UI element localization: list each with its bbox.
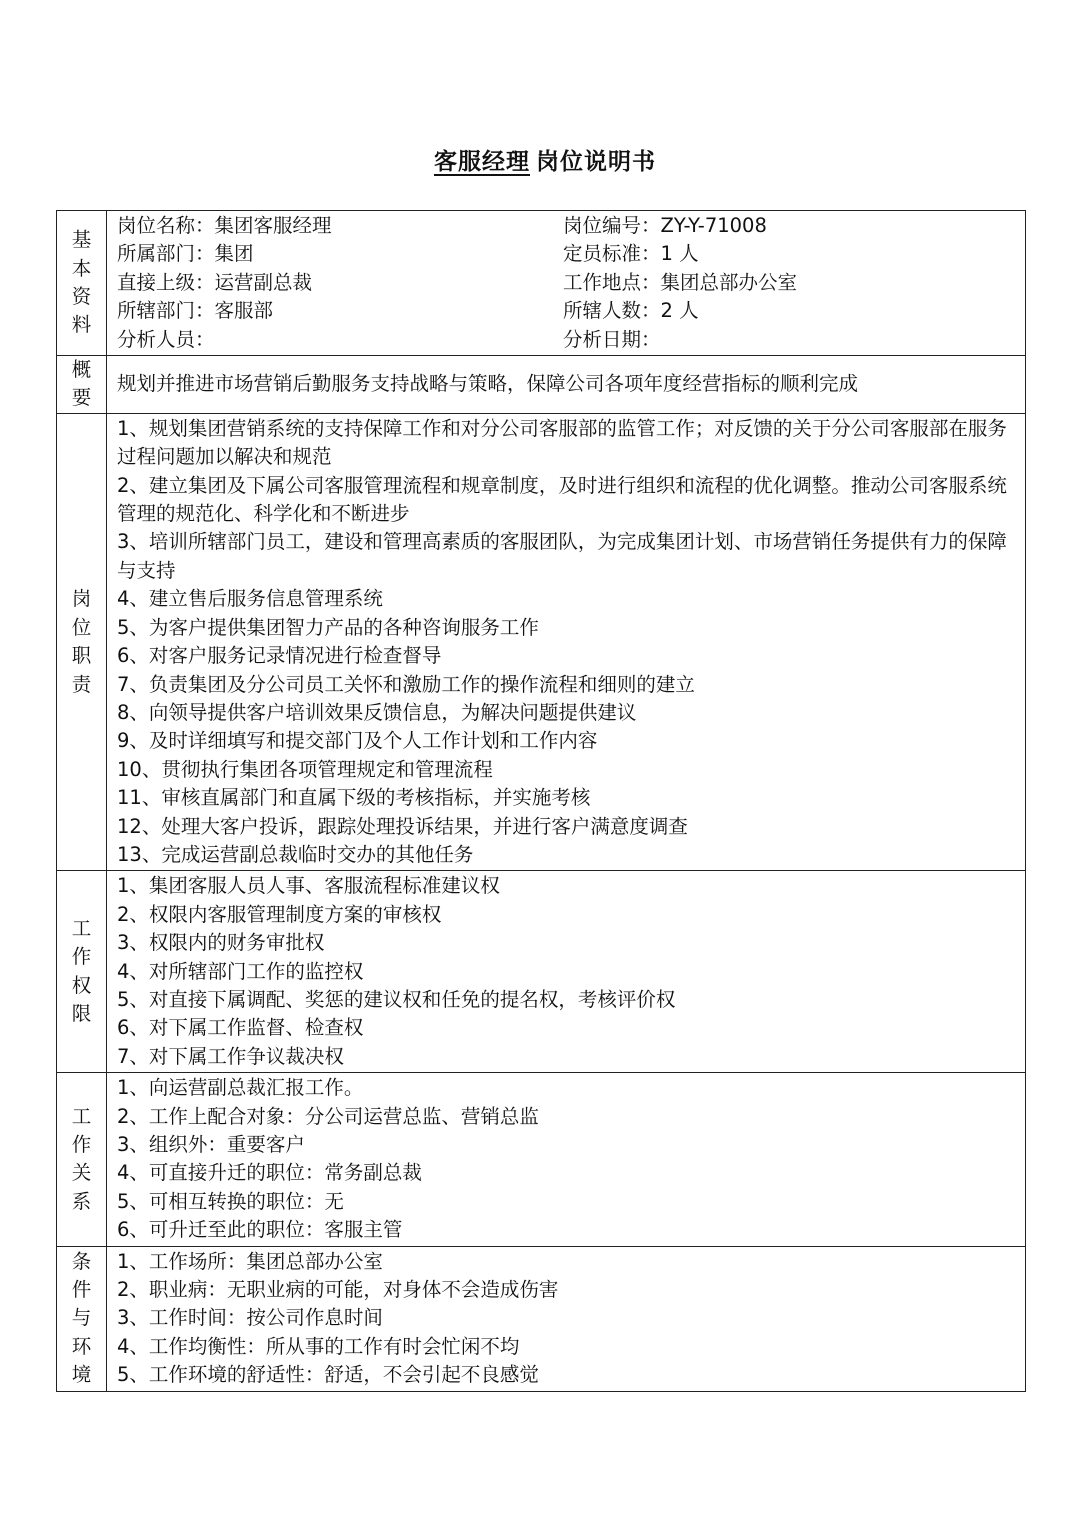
field-managed-department: 所辖部门：客服部 <box>117 299 274 323</box>
document-title <box>0 143 1080 176</box>
relation-item: 1、向运营副总裁汇报工作。 <box>117 1076 364 1100</box>
relation-item: 2、工作上配合对象：分公司运营总监、营销总监 <box>117 1104 539 1128</box>
conditions-label: 条件与环境 <box>57 1246 107 1391</box>
job-description-table <box>56 210 1026 1392</box>
authority-row <box>57 871 1026 1073</box>
relation-item: 4、可直接升迁的职位：常务副总裁 <box>117 1161 422 1185</box>
authority-item: 7、对下属工作争议裁决权 <box>117 1044 344 1068</box>
basic-info-label: 基本资料 <box>57 211 107 356</box>
authority-body <box>107 871 1026 1073</box>
condition-item: 2、职业病：无职业病的可能，对身体不会造成伤害 <box>117 1278 559 1302</box>
field-headcount-standard: 定员标准：1 人 <box>563 242 699 266</box>
condition-item: 4、工作均衡性：所从事的工作有时会忙闲不均 <box>117 1334 520 1358</box>
field-direct-supervisor: 直接上级：运营副总裁 <box>117 270 313 294</box>
relation-item: 6、可升迁至此的职位：客服主管 <box>117 1218 403 1242</box>
title-position-name: 客服经理 <box>434 149 530 175</box>
conditions-row <box>57 1246 1026 1391</box>
authority-label: 工作权限 <box>57 871 107 1073</box>
duty-item: 11、审核直属部门和直属下级的考核指标，并实施考核 <box>117 786 591 810</box>
duty-item: 3、培训所辖部门员工，建设和管理高素质的客服团队，为完成集团计划、市场营销任务提供有力的保障与支持 <box>117 530 1007 582</box>
relations-label: 工作关系 <box>57 1073 107 1246</box>
duty-item: 4、建立售后服务信息管理系统 <box>117 587 383 611</box>
field-managed-headcount: 所辖人数：2 人 <box>563 299 699 323</box>
basic-info-row <box>57 211 1026 356</box>
basic-info-body <box>107 211 1026 356</box>
duty-item: 12、处理大客户投诉，跟踪处理投诉结果，并进行客户满意度调查 <box>117 814 688 838</box>
field-department: 所属部门：集团 <box>117 242 254 266</box>
authority-item: 4、对所辖部门工作的监控权 <box>117 959 364 983</box>
field-work-location: 工作地点：集团总部办公室 <box>563 270 798 294</box>
duties-label: 岗位职责 <box>57 413 107 871</box>
condition-item: 3、工作时间：按公司作息时间 <box>117 1306 383 1330</box>
summary-text: 规划并推进市场营销后勤服务支持战略与策略，保障公司各项年度经营指标的顺利完成 <box>117 372 859 396</box>
title-suffix: 岗位说明书 <box>536 149 656 175</box>
authority-item: 6、对下属工作监督、检查权 <box>117 1016 364 1040</box>
condition-item: 1、工作场所：集团总部办公室 <box>117 1249 383 1273</box>
duty-item: 7、负责集团及分公司员工关怀和激励工作的操作流程和细则的建立 <box>117 672 695 696</box>
conditions-body <box>107 1246 1026 1391</box>
relation-item: 5、可相互转换的职位：无 <box>117 1189 344 1213</box>
field-position-code: 岗位编号：ZY-Y-71008 <box>563 214 767 237</box>
duty-item: 8、向领导提供客户培训效果反馈信息，为解决问题提供建议 <box>117 700 637 724</box>
summary-label: 概要 <box>57 356 107 414</box>
duty-item: 6、对客户服务记录情况进行检查督导 <box>117 644 442 668</box>
duty-item: 13、完成运营副总裁临时交办的其他任务 <box>117 842 474 866</box>
field-position-name: 岗位名称：集团客服经理 <box>117 214 332 237</box>
summary-row <box>57 356 1026 414</box>
basic-info-grid <box>117 212 1015 354</box>
duty-item: 5、为客户提供集团智力产品的各种咨询服务工作 <box>117 615 539 639</box>
field-analyst: 分析人员： <box>117 327 215 351</box>
relations-row <box>57 1073 1026 1246</box>
authority-item: 5、对直接下属调配、奖惩的建议权和任免的提名权，考核评价权 <box>117 987 676 1011</box>
duty-item: 10、贯彻执行集团各项管理规定和管理流程 <box>117 757 493 781</box>
authority-item: 2、权限内客服管理制度方案的审核权 <box>117 902 442 926</box>
duty-item: 9、及时详细填写和提交部门及个人工作计划和工作内容 <box>117 729 598 753</box>
authority-item: 1、集团客服人员人事、客服流程标准建议权 <box>117 874 500 898</box>
duties-row <box>57 413 1026 871</box>
relation-item: 3、组织外：重要客户 <box>117 1133 305 1156</box>
condition-item: 5、工作环境的舒适性：舒适，不会引起不良感觉 <box>117 1363 539 1387</box>
duties-body <box>107 413 1026 871</box>
relations-body <box>107 1073 1026 1246</box>
duty-item: 2、建立集团及下属公司客服管理流程和规章制度，及时进行组织和流程的优化调整。推动公司客服系统管理的规范化、科学化和不断进步 <box>117 473 1007 526</box>
duty-item: 1、规划集团营销系统的支持保障工作和对分公司客服部的监管工作；对反馈的关于分公司客服部在服务过程问题加以解决和规范 <box>117 416 1007 469</box>
summary-body <box>107 356 1026 414</box>
field-analysis-date: 分析日期： <box>563 327 661 351</box>
authority-item: 3、权限内的财务审批权 <box>117 931 325 955</box>
